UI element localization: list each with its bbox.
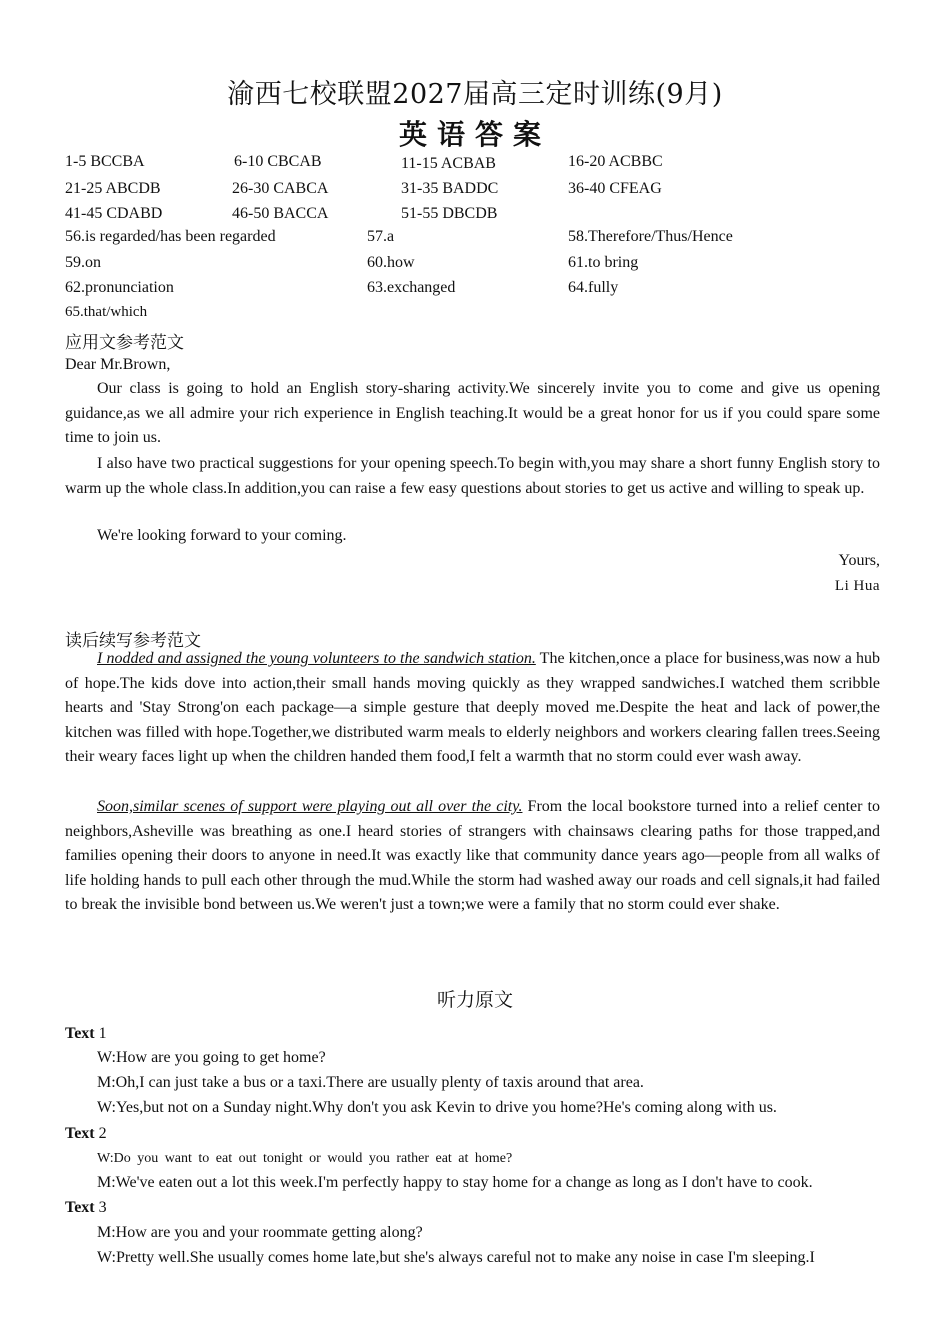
answer-range: 41-45 CDABD [65,205,163,222]
section-heading-listening: 听力原文 [436,989,513,1011]
answer-range: 6-10 CBCAB [234,153,322,170]
answer-range: 31-35 BADDC [401,180,499,197]
dialogue-line: M:We've eaten out a lot this week.I'm perfectly happy to stay home for a change as long as I don't have to cook. [97,1174,813,1191]
letter-salutation: Dear Mr.Brown, [65,356,171,373]
answer-item: 60.how [367,254,415,271]
answer-item: 65.that/which [65,304,148,320]
listening-text-label: Text 3 [65,1199,107,1216]
dialogue-line: W:How are you going to get home? [97,1049,326,1066]
answer-item: 64.fully [568,279,619,296]
continuation-paragraph [65,647,880,770]
dialogue-line: M:Oh,I can just take a bus or a taxi.There are usually plenty of taxis around that area. [97,1074,644,1091]
letter-paragraph: Our class is going to hold an English story-sharing activity.We sincerely invite you to come and give us opening guidance,as we all admire your rich experience in English teaching.It would be a great honor for us if you could spare some time to join us. [65,380,880,447]
answer-item: 59.on [65,254,101,271]
answer-range: 16-20 ACBBC [568,153,663,170]
dialogue-line: W:Do you want to eat out tonight or would you rather eat at home? [97,1151,513,1166]
answer-range: 11-15 ACBAB [401,155,496,172]
answer-range: 36-40 CFEAG [568,180,662,197]
letter-paragraph: I also have two practical suggestions for your opening speech.To begin with,you may share a short funny English story to warm up the whole class.In addition,you can raise a few easy questions about stories to get us active and willing to speak up. [65,455,880,497]
answer-range: 1-5 BCCBA [65,153,145,170]
paragraph-body: The kitchen,once a place for business,was now a hub of hope.The kids dove into action,their small hands moving quickly as they wrapped sandwiches.I watched them scribble hearts and 'Stay Strong'on each package—a simple gesture that deeply moved me.Despite the heat and lack of power,the kitchen was filled with hope.Together,we distributed warm meals to elderly neighbors and workers clearing fallen trees.Seeing their weary faces light up when the children handed them food,I felt a warmth that no storm could ever wash away. [65,650,880,766]
paragraph-lead-sentence: I nodded and assigned the young volunteers to the sandwich station. [97,650,536,667]
answer-item: 56.is regarded/has been regarded [65,228,276,245]
answer-item: 63.exchanged [367,279,456,296]
paragraph-body: From the local bookstore turned into a relief center to neighbors,Asheville was breathing as one.I heard stories of strangers with chainsaws clearing paths for those trapped,and families opening their doors to anyone in need.It was exactly like that community dance years ago—people from all walks of life holding hands to pull each other through the mud.While the storm had washed away our roads and cell signals,it had failed to break the invisible bond between us.We weren't just a town;we were a family that no storm could ever shake. [65,798,880,914]
answer-item: 62.pronunciation [65,279,174,296]
listening-text-label: Text 2 [65,1125,107,1142]
letter-paragraph: We're looking forward to your coming. [97,527,347,544]
answer-item: 58.Therefore/Thus/Hence [568,228,733,245]
paragraph-lead-sentence: Soon,similar scenes of support were playing out all over the city. [97,798,523,815]
section-heading-letter: 应用文参考范文 [65,333,184,353]
continuation-paragraph [65,795,880,918]
dialogue-line: W:Yes,but not on a Sunday night.Why don't you ask Kevin to drive you home?He's coming along with us. [97,1099,777,1116]
answer-range: 26-30 CABCA [232,180,329,197]
answer-range: 21-25 ABCDB [65,180,161,197]
letter-closing: Yours, [838,552,880,569]
answer-range: 46-50 BACCA [232,205,329,222]
section-heading-continuation: 读后续写参考范文 [65,631,201,651]
dialogue-line: M:How are you and your roommate getting along? [97,1224,423,1241]
answer-item: 57.a [367,228,395,245]
answer-item: 61.to bring [568,254,639,271]
document-title: 渝西七校联盟2027届高三定时训练(9月) [227,79,723,110]
listening-text-label: Text 1 [65,1025,107,1042]
dialogue-line: W:Pretty well.She usually comes home late,but she's always careful not to make any noise in case I'm sleeping.I [97,1249,815,1266]
letter-signature: Li Hua [834,578,880,594]
answer-range: 51-55 DBCDB [401,205,498,222]
document-subtitle: 英语答案 [398,118,551,151]
